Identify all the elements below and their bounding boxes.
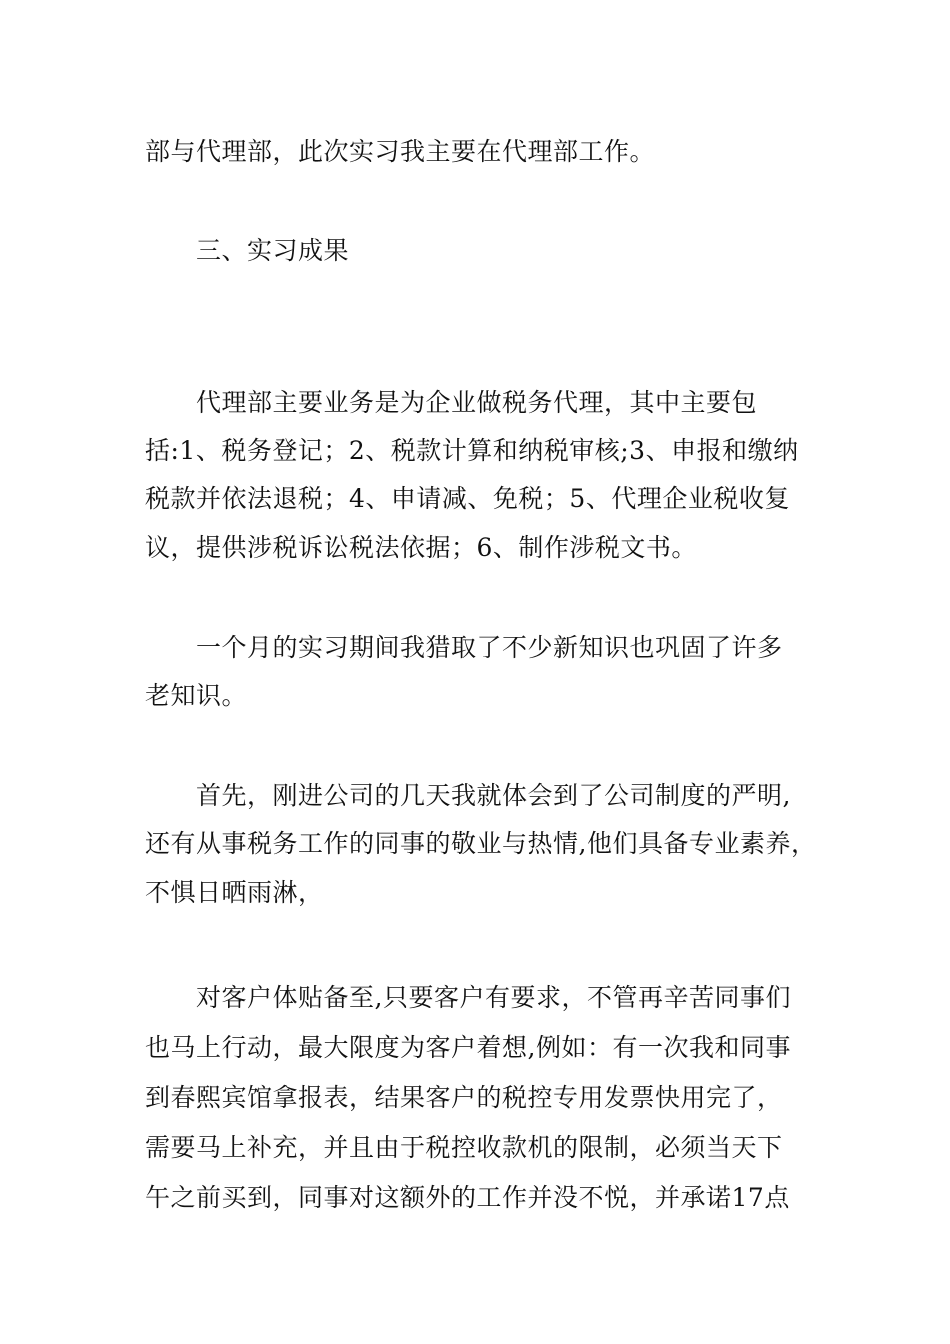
- paragraph-line: 议，提供涉税诉讼税法依据；6、制作涉税文书。: [145, 533, 697, 562]
- paragraph-line: 代理部主要业务是为企业做税务代理，其中主要包: [196, 388, 758, 417]
- paragraph-line: 也马上行动，最大限度为客户着想,例如：有一次我和同事: [145, 1033, 791, 1062]
- paragraph-line: 税款并依法退税；4、申请减、免税；5、代理企业税收复: [145, 484, 790, 513]
- paragraph-line: 到春熙宾馆拿报表，结果客户的税控专用发票快用完了，: [145, 1083, 783, 1112]
- paragraph-line: 还有从事税务工作的同事的敬业与热情,他们具备专业素养，: [145, 829, 817, 858]
- paragraph-line: 部与代理部，此次实习我主要在代理部工作。: [145, 137, 656, 166]
- paragraph-line: 括:1、税务登记；2、税款计算和纳税审核;3、申报和缴纳: [145, 436, 799, 465]
- paragraph-line: 不惧日晒雨淋，: [145, 878, 324, 907]
- paragraph-line: 需要马上补充，并且由于税控收款机的限制，必须当天下: [145, 1133, 783, 1162]
- paragraph-line: 老知识。: [145, 681, 248, 710]
- paragraph-line: 一个月的实习期间我猎取了不少新知识也巩固了许多: [196, 633, 783, 662]
- paragraph-line: 首先，刚进公司的几天我就体会到了公司制度的严明,: [196, 781, 791, 810]
- paragraph-line: 午之前买到，同事对这额外的工作并没不悦，并承诺17点: [145, 1183, 790, 1212]
- paragraph-line: 对客户体贴备至,只要客户有要求，不管再辛苦同事们: [196, 983, 791, 1012]
- section-heading: 三、实习成果: [196, 236, 350, 265]
